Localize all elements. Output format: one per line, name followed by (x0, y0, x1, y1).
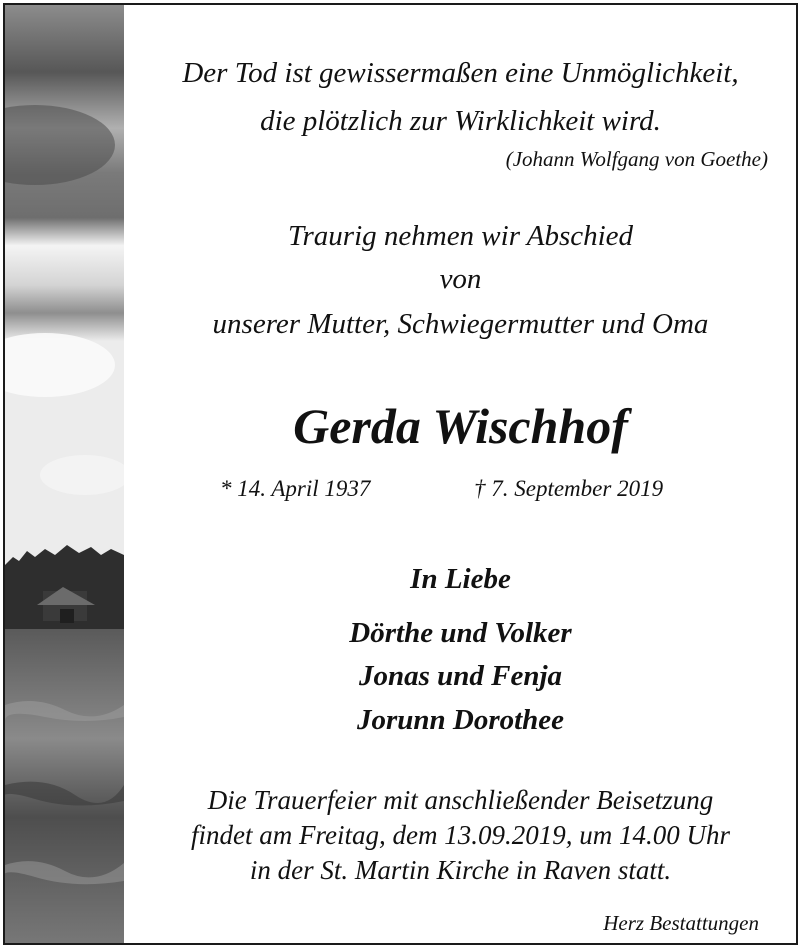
farewell-line-2: von (439, 263, 482, 295)
quote-line-2: die plötzlich zur Wirklichkeit wird. (260, 105, 661, 137)
farewell-line-1: Traurig nehmen wir Abschied (287, 220, 634, 252)
undertaker-credit: Herz Bestattungen (603, 911, 759, 935)
service-line-2: findet am Freitag, dem 13.09.2019, um 14.00 Uhr (191, 820, 730, 850)
obituary-notice (3, 3, 798, 945)
notice-text (125, 5, 796, 943)
mourner-name: Jonas und Fenja (358, 660, 563, 692)
mourners-heading: In Liebe (410, 563, 511, 595)
landscape-photo-strip (5, 5, 124, 943)
quote-line-1: Der Tod ist gewissermaßen eine Unmöglichkeit, (182, 57, 739, 89)
birth-date: * 14. April 1937 (220, 476, 371, 501)
death-date: † 7. September 2019 (474, 476, 664, 501)
mourner-name: Dörthe und Volker (349, 617, 572, 649)
deceased-name: Gerda Wischhof (293, 398, 628, 454)
quote-author: (Johann Wolfgang von Goethe) (505, 147, 768, 171)
service-line-1: Die Trauerfeier mit anschließender Beisetzung (207, 785, 714, 815)
service-line-3: in der St. Martin Kirche in Raven statt. (249, 855, 672, 885)
farewell-line-3: unserer Mutter, Schwiegermutter und Oma (212, 308, 709, 340)
mourner-name: Jorunn Dorothee (356, 704, 565, 736)
